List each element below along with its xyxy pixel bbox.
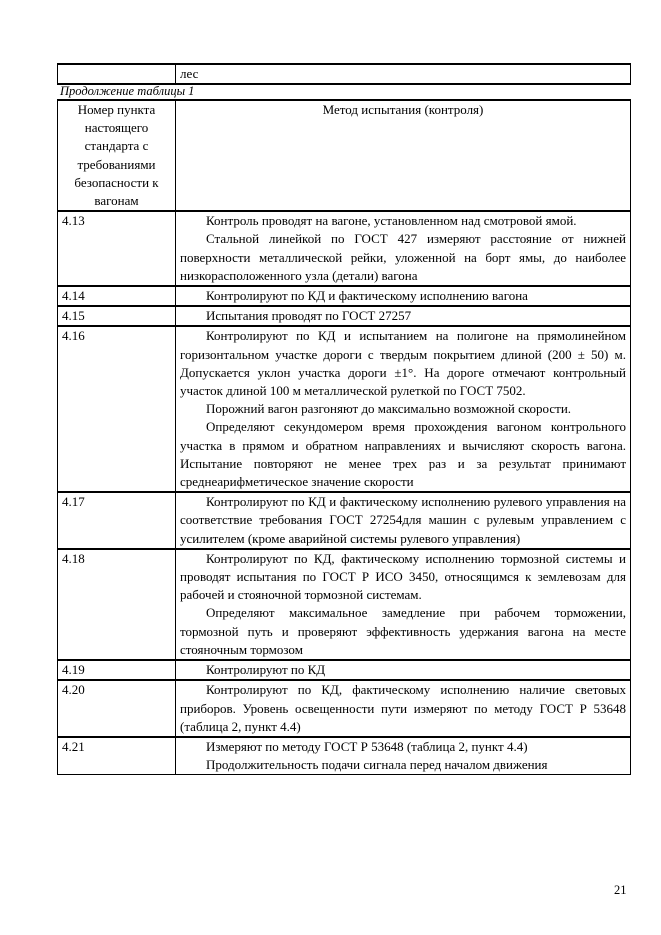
row-method	[176, 737, 631, 775]
table-row	[58, 286, 631, 306]
row-number: 4.13	[58, 211, 176, 286]
column-header-number: Номер пункта настоящего стандарта с требованиями безопасности к вагонам	[58, 100, 176, 211]
table-row	[58, 64, 631, 84]
table-row	[58, 306, 631, 326]
method-paragraph: Определяют максимальное замедление при рабочем торможении, тормозной путь и проверяют эффективность удержания вагона на месте стояночным тормозом	[180, 605, 626, 657]
method-paragraph: Испытания проводят по ГОСТ 27257	[206, 308, 412, 324]
row-number: 4.17	[58, 492, 176, 549]
row-method	[176, 326, 631, 492]
table-cell-method: лес	[176, 64, 631, 84]
table-body	[58, 211, 631, 775]
row-method	[176, 549, 631, 660]
row-number: 4.14	[58, 286, 176, 306]
row-method	[176, 492, 631, 549]
method-paragraph: Продолжительность подачи сигнала перед началом движения	[206, 757, 548, 773]
method-paragraph: Контролируют по КД и испытанием на полигоне на прямолинейном горизонтальном участке дороги с твердым покрытием длиной (200 ± 50) м. Допускается уклон участка дороги ±1°. На дороге отмечают контрольный участок длиной 100 м металлической рулеткой по ГОСТ 7502.	[180, 328, 626, 399]
method-paragraph: Контролируют по КД, фактическому исполнению тормозной системы и проводят испытания по ГОСТ Р ИСО 3450, относящимся к землевозам для рабочей и стояночной тормозной системам.	[180, 550, 626, 603]
row-number: 4.19	[58, 660, 176, 680]
row-method	[176, 660, 631, 680]
previous-table-tail	[57, 63, 631, 85]
method-paragraph: Порожний вагон разгоняют до максимально возможной скорости.	[206, 401, 572, 417]
row-number: 4.21	[58, 737, 176, 775]
table-row	[58, 660, 631, 680]
method-paragraph: Контролируют по КД и фактическому исполнению вагона	[206, 288, 528, 304]
table-continuation-label: Продолжение таблицы 1	[60, 84, 195, 98]
table-cell-number	[58, 64, 176, 84]
method-paragraph: Контролируют по КД	[206, 662, 326, 678]
method-paragraph: Определяют секундомером время прохождения вагоном контрольного участка в прямом и обратном направлениях и вычисляют скорость вагона. Испытание повторяют не менее трех раз и за результат принимают среднеарифметическое значение скорости	[180, 419, 626, 490]
row-method	[176, 680, 631, 737]
method-paragraph: Стальной линейкой по ГОСТ 427 измеряют расстояние от нижней поверхности металлической рейки, уложенной на борт ямы, до наиболее низкорасположенного узла (детали) вагона	[180, 231, 626, 283]
table-row	[58, 492, 631, 549]
table-row	[58, 680, 631, 737]
table-row	[58, 326, 631, 492]
row-number: 4.18	[58, 549, 176, 660]
column-header-method: Метод испытания (контроля)	[176, 100, 631, 211]
table-row	[58, 549, 631, 660]
method-paragraph: Контролируют по КД и фактическому исполнению рулевого управления на соответствие требования ГОСТ 27254для машин с рулевым управлением с усилителем (кроме аварийной системы рулевого управления)	[180, 494, 626, 546]
row-method	[176, 211, 631, 286]
table-header-row	[58, 100, 631, 211]
method-paragraph: Измеряют по методу ГОСТ Р 53648 (таблица 2, пункт 4.4)	[206, 738, 528, 754]
page-number: 21	[614, 883, 627, 897]
method-paragraph: Контроль проводят на вагоне, установленном над смотровой ямой.	[206, 213, 577, 229]
row-method	[176, 286, 631, 306]
row-number: 4.20	[58, 680, 176, 737]
methods-table	[57, 99, 631, 775]
row-number: 4.16	[58, 326, 176, 492]
row-number: 4.15	[58, 306, 176, 326]
table-row	[58, 737, 631, 775]
row-method	[176, 306, 631, 326]
table-row	[58, 211, 631, 286]
method-paragraph: Контролируют по КД, фактическому исполнению наличие световых приборов. Уровень освещенности пути измеряют по методу ГОСТ Р 53648 (таблица 2, пункт 4.4)	[180, 682, 626, 734]
